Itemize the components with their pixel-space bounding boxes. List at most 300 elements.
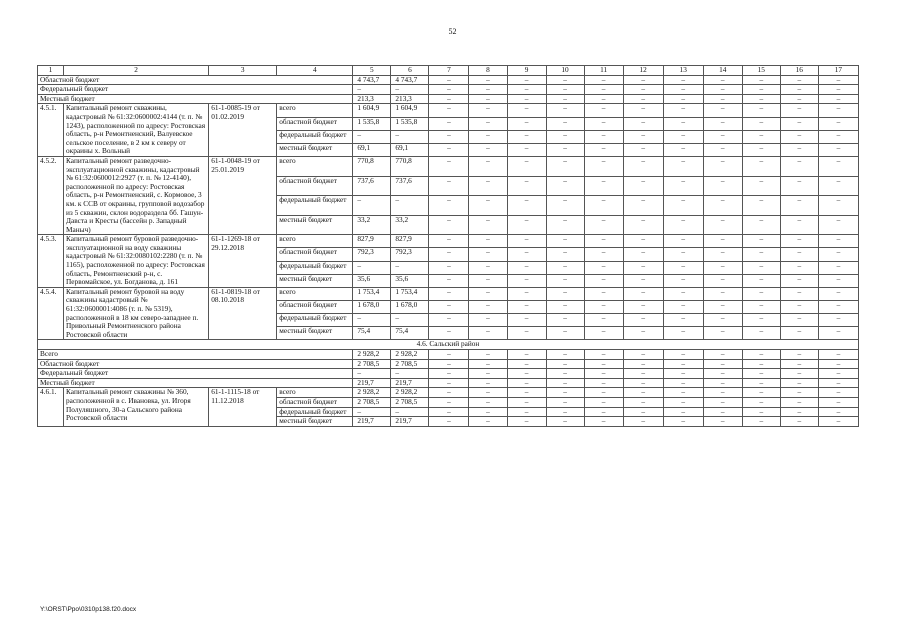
value-col5: 1 604,9 [353,104,391,117]
value-col6: 213,3 [391,94,429,104]
empty-value-cell: – [818,130,858,143]
empty-value-cell: – [742,417,780,427]
empty-value-cell: – [780,397,818,407]
empty-value-cell: – [546,327,584,340]
value-col6: – [391,85,429,95]
empty-value-cell: – [818,156,858,176]
column-number-header: 4 [277,66,353,76]
empty-value-cell: – [703,104,742,117]
empty-value-cell: – [429,196,469,216]
empty-value-cell: – [623,75,663,85]
value-col6: 737,6 [391,176,429,196]
empty-value-cell: – [780,407,818,417]
empty-value-cell: – [663,143,703,156]
value-col5: – [353,314,391,327]
empty-value-cell: – [584,327,623,340]
empty-value-cell: – [818,117,858,130]
empty-value-cell: – [429,407,469,417]
empty-value-cell: – [742,300,780,313]
empty-value-cell: – [546,143,584,156]
empty-value-cell: – [429,388,469,398]
empty-value-cell: – [469,130,507,143]
column-number-header: 16 [780,66,818,76]
empty-value-cell: – [584,75,623,85]
empty-value-cell: – [546,369,584,379]
empty-value-cell: – [780,130,818,143]
empty-value-cell: – [469,369,507,379]
value-col5: – [353,261,391,274]
empty-value-cell: – [780,327,818,340]
value-col6: 4 743,7 [391,75,429,85]
empty-value-cell: – [507,327,546,340]
empty-value-cell: – [507,130,546,143]
empty-value-cell: – [469,176,507,196]
empty-value-cell: – [546,130,584,143]
file-path-footer: Y:\ORST\Ppo\0310p138.f20.docx [40,606,137,613]
empty-value-cell: – [663,75,703,85]
empty-value-cell: – [742,327,780,340]
empty-value-cell: – [429,75,469,85]
empty-value-cell: – [663,117,703,130]
item-number: 4.5.4. [38,287,64,340]
item-row [38,156,859,176]
empty-value-cell: – [623,104,663,117]
empty-value-cell: – [507,117,546,130]
value-col5: – [353,369,391,379]
item-row [38,235,859,248]
empty-value-cell: – [818,94,858,104]
empty-value-cell: – [663,327,703,340]
value-col6: – [391,196,429,216]
empty-value-cell: – [429,397,469,407]
empty-value-cell: – [663,314,703,327]
empty-value-cell: – [703,274,742,287]
item-code: 61-1-0085-19 от 01.02.2019 [209,104,277,157]
empty-value-cell: – [507,143,546,156]
value-col5: 219,7 [353,378,391,388]
empty-value-cell: – [742,407,780,417]
value-col6: – [391,369,429,379]
item-description: Капитальный ремонт буровой разведочно-эксплуатационной на воду скважины кадастровый № 61:32:0080102:2280 (т. п. № 1165), расположенной по адресу: Ростовская область, Ремонтненский р-н, с. Первомайское, ул. Богданова, д. 161 [64,235,209,288]
empty-value-cell: – [429,130,469,143]
empty-value-cell: – [623,274,663,287]
empty-value-cell: – [623,407,663,417]
empty-value-cell: – [546,94,584,104]
empty-value-cell: – [818,300,858,313]
empty-value-cell: – [663,287,703,300]
summary-label: Федеральный бюджет [38,85,353,95]
empty-value-cell: – [703,300,742,313]
value-col5: 213,3 [353,94,391,104]
empty-value-cell: – [818,196,858,216]
empty-value-cell: – [623,215,663,235]
empty-value-cell: – [663,274,703,287]
empty-value-cell: – [780,378,818,388]
empty-value-cell: – [469,215,507,235]
empty-value-cell: – [780,350,818,360]
empty-value-cell: – [663,261,703,274]
empty-value-cell: – [663,388,703,398]
empty-value-cell: – [742,117,780,130]
empty-value-cell: – [507,104,546,117]
empty-value-cell: – [780,215,818,235]
value-col5: 1 678,0 [353,300,391,313]
item-description: Капитальный ремонт буровой на воду скважины кадастровый № 61:32:0600001:4086 (т. п. № 5319), расположенной в 18 км северо-западнее п. Привольный Ремонтненского района Ростовской области [64,287,209,340]
funding-source: областной бюджет [277,117,353,130]
empty-value-cell: – [818,104,858,117]
empty-value-cell: – [818,359,858,369]
empty-value-cell: – [429,215,469,235]
empty-value-cell: – [623,314,663,327]
empty-value-cell: – [546,261,584,274]
empty-value-cell: – [469,104,507,117]
empty-value-cell: – [818,274,858,287]
empty-value-cell: – [469,388,507,398]
empty-value-cell: – [663,369,703,379]
item-number: 4.5.3. [38,235,64,288]
summary-row [38,369,859,379]
funding-source: областной бюджет [277,397,353,407]
empty-value-cell: – [818,235,858,248]
empty-value-cell: – [623,287,663,300]
empty-value-cell: – [742,274,780,287]
empty-value-cell: – [663,359,703,369]
value-col6: 770,8 [391,156,429,176]
empty-value-cell: – [663,85,703,95]
value-col5: – [353,407,391,417]
column-number-header: 3 [209,66,277,76]
funding-source: всего [277,104,353,117]
value-col6: 219,7 [391,417,429,427]
empty-value-cell: – [469,235,507,248]
empty-value-cell: – [546,388,584,398]
empty-value-cell: – [584,143,623,156]
empty-value-cell: – [469,417,507,427]
empty-value-cell: – [546,397,584,407]
empty-value-cell: – [623,85,663,95]
empty-value-cell: – [469,397,507,407]
empty-value-cell: – [429,327,469,340]
empty-value-cell: – [742,215,780,235]
empty-value-cell: – [507,248,546,261]
empty-value-cell: – [663,130,703,143]
empty-value-cell: – [703,117,742,130]
funding-source: всего [277,287,353,300]
empty-value-cell: – [507,274,546,287]
empty-value-cell: – [703,248,742,261]
empty-value-cell: – [584,300,623,313]
empty-value-cell: – [663,300,703,313]
empty-value-cell: – [623,378,663,388]
value-col6: – [391,261,429,274]
empty-value-cell: – [429,85,469,95]
empty-value-cell: – [742,85,780,95]
summary-label: Местный бюджет [38,378,353,388]
empty-value-cell: – [584,156,623,176]
value-col6: 69,1 [391,143,429,156]
empty-value-cell: – [507,378,546,388]
empty-value-cell: – [623,327,663,340]
summary-row [38,350,859,360]
empty-value-cell: – [584,94,623,104]
empty-value-cell: – [663,94,703,104]
empty-value-cell: – [623,369,663,379]
empty-value-cell: – [429,378,469,388]
summary-row [38,94,859,104]
funding-source: всего [277,235,353,248]
empty-value-cell: – [584,417,623,427]
empty-value-cell: – [507,314,546,327]
empty-value-cell: – [663,215,703,235]
empty-value-cell: – [780,359,818,369]
value-col6: – [391,130,429,143]
empty-value-cell: – [429,350,469,360]
empty-value-cell: – [584,274,623,287]
empty-value-cell: – [584,350,623,360]
column-number-header: 17 [818,66,858,76]
empty-value-cell: – [469,274,507,287]
empty-value-cell: – [703,156,742,176]
empty-value-cell: – [623,248,663,261]
value-col6: 2 708,5 [391,397,429,407]
funding-source: областной бюджет [277,248,353,261]
empty-value-cell: – [780,388,818,398]
empty-value-cell: – [584,248,623,261]
value-col6: 792,3 [391,248,429,261]
value-col5: 792,3 [353,248,391,261]
value-col6: 35,6 [391,274,429,287]
empty-value-cell: – [818,85,858,95]
empty-value-cell: – [742,104,780,117]
funding-source: областной бюджет [277,176,353,196]
empty-value-cell: – [780,369,818,379]
empty-value-cell: – [469,156,507,176]
empty-value-cell: – [469,94,507,104]
empty-value-cell: – [507,261,546,274]
empty-value-cell: – [703,176,742,196]
empty-value-cell: – [546,235,584,248]
empty-value-cell: – [546,417,584,427]
empty-value-cell: – [469,248,507,261]
value-col6: 75,4 [391,327,429,340]
empty-value-cell: – [546,359,584,369]
empty-value-cell: – [703,369,742,379]
empty-value-cell: – [818,261,858,274]
empty-value-cell: – [818,369,858,379]
section-row [38,340,859,350]
empty-value-cell: – [623,94,663,104]
empty-value-cell: – [703,215,742,235]
summary-row [38,359,859,369]
item-code: 61-1-1269-18 от 29.12.2018 [209,235,277,288]
empty-value-cell: – [780,261,818,274]
empty-value-cell: – [507,235,546,248]
empty-value-cell: – [546,117,584,130]
empty-value-cell: – [780,417,818,427]
value-col5: 2 928,2 [353,388,391,398]
empty-value-cell: – [742,176,780,196]
empty-value-cell: – [623,117,663,130]
item-description: Капитальный ремонт скважины № 360, расположенной в с. Ивановка, ул. Игоря Полуляшного, 30-а Сальского района Ростовской области [64,388,209,426]
empty-value-cell: – [546,85,584,95]
funding-source: всего [277,388,353,398]
empty-value-cell: – [623,143,663,156]
empty-value-cell: – [469,300,507,313]
empty-value-cell: – [429,235,469,248]
empty-value-cell: – [429,369,469,379]
value-col5: 69,1 [353,143,391,156]
empty-value-cell: – [469,359,507,369]
empty-value-cell: – [703,407,742,417]
empty-value-cell: – [546,274,584,287]
value-col6: – [391,314,429,327]
empty-value-cell: – [780,156,818,176]
empty-value-cell: – [663,378,703,388]
empty-value-cell: – [507,196,546,216]
empty-value-cell: – [584,261,623,274]
empty-value-cell: – [584,85,623,95]
empty-value-cell: – [429,94,469,104]
empty-value-cell: – [429,176,469,196]
empty-value-cell: – [507,369,546,379]
empty-value-cell: – [623,261,663,274]
funding-source: федеральный бюджет [277,261,353,274]
empty-value-cell: – [584,397,623,407]
empty-value-cell: – [429,104,469,117]
empty-value-cell: – [546,378,584,388]
empty-value-cell: – [742,261,780,274]
value-col6: 1 604,9 [391,104,429,117]
empty-value-cell: – [780,94,818,104]
item-number: 4.5.2. [38,156,64,234]
summary-label: Областной бюджет [38,75,353,85]
funding-source: федеральный бюджет [277,407,353,417]
empty-value-cell: – [584,196,623,216]
empty-value-cell: – [469,314,507,327]
empty-value-cell: – [818,417,858,427]
empty-value-cell: – [742,287,780,300]
empty-value-cell: – [429,287,469,300]
column-number-header: 6 [391,66,429,76]
column-number-header: 2 [64,66,209,76]
value-col5: 219,7 [353,417,391,427]
empty-value-cell: – [818,327,858,340]
empty-value-cell: – [469,117,507,130]
value-col5: 2 708,5 [353,397,391,407]
empty-value-cell: – [703,314,742,327]
empty-value-cell: – [663,407,703,417]
item-code: 61-1-0819-18 от 08.10.2018 [209,287,277,340]
funding-source: местный бюджет [277,143,353,156]
empty-value-cell: – [703,85,742,95]
empty-value-cell: – [742,314,780,327]
empty-value-cell: – [584,215,623,235]
item-row [38,388,859,398]
empty-value-cell: – [818,314,858,327]
empty-value-cell: – [623,196,663,216]
column-number-header: 15 [742,66,780,76]
funding-source: всего [277,156,353,176]
empty-value-cell: – [703,350,742,360]
empty-value-cell: – [507,397,546,407]
empty-value-cell: – [429,156,469,176]
empty-value-cell: – [507,388,546,398]
empty-value-cell: – [703,130,742,143]
empty-value-cell: – [742,369,780,379]
empty-value-cell: – [742,378,780,388]
empty-value-cell: – [663,176,703,196]
empty-value-cell: – [742,397,780,407]
empty-value-cell: – [507,94,546,104]
empty-value-cell: – [663,397,703,407]
funding-source: местный бюджет [277,215,353,235]
empty-value-cell: – [546,314,584,327]
empty-value-cell: – [623,176,663,196]
item-description: Капитальный ремонт разведочно-эксплуатационной скважины, кадастровый № 61:32:0600012:2927 (т. п. № 12-4140), расположенной по адресу: Ростовская область, р-н Ремонтненский, с. Кормовое, 3 км. к ССВ от окраины, групповой водозабор из 5 скважин, склон водораздела бб. Гашун-Давста и Кресты (бассейн р. Западный Маныч) [64,156,209,234]
item-row [38,287,859,300]
empty-value-cell: – [780,274,818,287]
value-col6: 2 708,5 [391,359,429,369]
empty-value-cell: – [546,75,584,85]
empty-value-cell: – [546,287,584,300]
empty-value-cell: – [507,287,546,300]
funding-source: местный бюджет [277,417,353,427]
empty-value-cell: – [429,261,469,274]
value-col5: 4 743,7 [353,75,391,85]
empty-value-cell: – [546,215,584,235]
summary-label: Всего [38,350,353,360]
empty-value-cell: – [780,287,818,300]
empty-value-cell: – [507,156,546,176]
empty-value-cell: – [507,359,546,369]
empty-value-cell: – [507,350,546,360]
section-title: 4.6. Сальский район [38,340,859,350]
value-col6: 1 753,4 [391,287,429,300]
value-col6: – [391,407,429,417]
value-col5: – [353,196,391,216]
value-col6: 827,9 [391,235,429,248]
empty-value-cell: – [507,417,546,427]
item-code: 61-1-0048-19 от 25.01.2019 [209,156,277,234]
empty-value-cell: – [584,378,623,388]
empty-value-cell: – [584,117,623,130]
empty-value-cell: – [742,235,780,248]
empty-value-cell: – [469,196,507,216]
empty-value-cell: – [703,417,742,427]
value-col6: 33,2 [391,215,429,235]
item-number: 4.5.1. [38,104,64,157]
empty-value-cell: – [663,104,703,117]
empty-value-cell: – [546,196,584,216]
value-col5: 1 753,4 [353,287,391,300]
empty-value-cell: – [742,359,780,369]
empty-value-cell: – [623,130,663,143]
empty-value-cell: – [663,235,703,248]
page-number: 52 [448,27,457,36]
value-col5: 35,6 [353,274,391,287]
funding-source: местный бюджет [277,274,353,287]
empty-value-cell: – [546,300,584,313]
empty-value-cell: – [703,287,742,300]
empty-value-cell: – [818,215,858,235]
empty-value-cell: – [780,248,818,261]
empty-value-cell: – [780,104,818,117]
item-row [38,104,859,117]
empty-value-cell: – [623,417,663,427]
empty-value-cell: – [507,300,546,313]
empty-value-cell: – [818,378,858,388]
empty-value-cell: – [584,287,623,300]
